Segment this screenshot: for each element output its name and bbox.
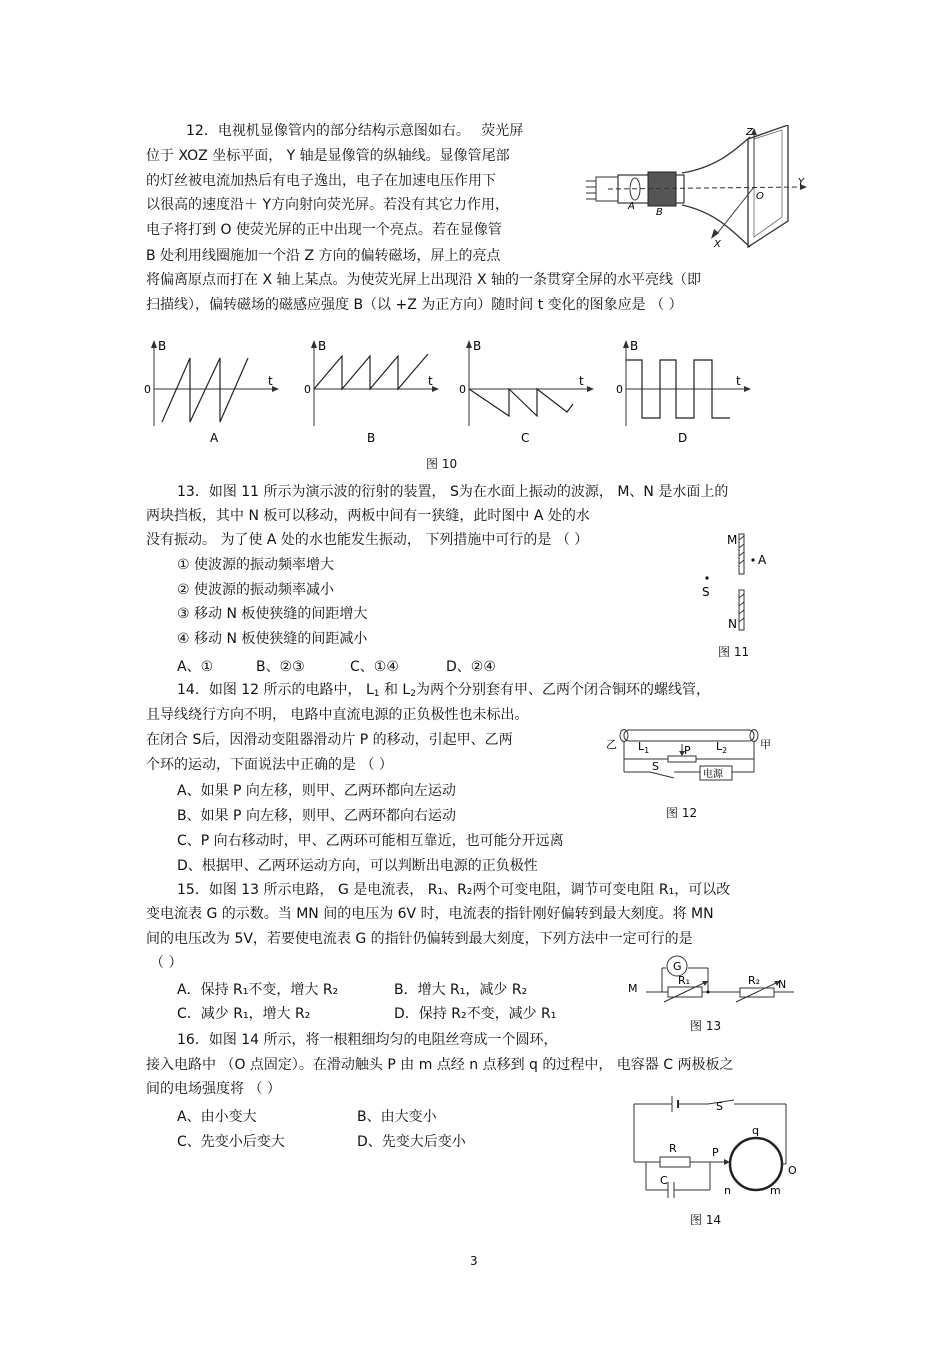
bt-graph-d — [612, 336, 752, 448]
bt-graph-a — [140, 336, 280, 448]
graph-b-origin: 0 — [304, 383, 311, 396]
point-a-label: A — [628, 201, 635, 212]
graph-a-b-label: B — [158, 339, 167, 353]
graph-b-t-label: t — [428, 374, 433, 388]
q13-answer-d: D、②④ — [446, 659, 496, 675]
graph-d-b-label: B — [630, 339, 639, 353]
q12-line-6: B 处利用线圈施加一个沿 Z 方向的偏转磁场，屏上的亮点 — [146, 248, 501, 264]
slider-p-label-q16: P — [712, 1146, 719, 1159]
point-q-label: q — [752, 1124, 759, 1137]
galvanometer-g-label: G — [673, 960, 682, 973]
q12-line-3: 的灯丝被电流加热后有电子逸出，电子在加速电压作用下 — [146, 173, 496, 189]
q15-option-b: B．增大 R₁，减少 R₂ — [394, 982, 528, 998]
z-axis-label: Z — [746, 127, 753, 138]
q15-option-a: A．保持 R₁不变，增大 R₂ — [177, 982, 339, 998]
graph-c-letter: C — [521, 431, 530, 445]
q12-line-1: 12．电视机显像管内的部分结构示意图如右。 荧光屏 — [186, 123, 524, 139]
diffraction-figure — [696, 528, 776, 638]
switch-s-label: S — [652, 760, 659, 773]
q14-l2-sub: 2 — [410, 689, 416, 699]
resistor-r1-label: R₁ — [678, 974, 691, 987]
figure-14-caption: 图 14 — [690, 1213, 722, 1227]
q14-line-3: 在闭合 S后，因滑动变阻器滑动片 P 的移动，引起甲、乙两 — [146, 732, 513, 748]
graph-b-letter: B — [367, 431, 376, 445]
q14-line-1 — [177, 681, 710, 699]
plate-m-label: M — [727, 533, 738, 547]
q13-line-2: 两块挡板，其中 N 板可以移动，两板中间有一狭缝，此时图中 A 处的水 — [146, 508, 590, 524]
q13-line-3: 没有振动。 为了使 A 处的水也能发生振动， 下列措施中可行的是 （ ） — [146, 532, 589, 548]
q13-option-3: ③ 移动 N 板使狭缝的间距增大 — [177, 606, 368, 622]
q14-line-4: 个环的运动，下面说法中正确的是 （ ） — [146, 757, 393, 773]
capacitor-c-label: C — [660, 1174, 668, 1187]
q16-line-3: 间的电场强度将 （ ） — [146, 1081, 281, 1097]
picture-tube-figure — [578, 125, 810, 255]
q15-line-2: 变电流表 G 的示数。当 MN 间的电压为 6V 时，电流表的指针刚好偏转到最大刻度。将 MN — [146, 906, 714, 922]
q15-option-c: C．减少 R₁，增大 R₂ — [177, 1006, 311, 1022]
q13-answer-a: A、① — [177, 659, 214, 675]
point-m-label: m — [770, 1184, 781, 1197]
switch-s-label-q16: S — [716, 1100, 723, 1113]
point-n-label: n — [724, 1184, 731, 1197]
q13-answer-c: C、①④ — [350, 659, 399, 675]
q14-l1-sub: 1 — [373, 689, 380, 699]
ring-yi-label: 乙 — [606, 738, 617, 751]
terminal-n-label: N — [778, 978, 787, 991]
figure-11-caption: 图 11 — [718, 645, 750, 659]
q16-option-d: D、先变大后变小 — [357, 1134, 466, 1150]
bt-graph-b — [300, 336, 440, 448]
graph-b-b-label: B — [318, 339, 327, 353]
graph-d-letter: D — [678, 431, 688, 445]
q14-line-2: 且导线绕行方向不明， 电路中直流电源的正负极性也未标出。 — [146, 707, 529, 723]
ring-circuit-figure — [624, 1094, 802, 1206]
q14-option-b: B、如果 P 向左移，则甲、乙两环都向右运动 — [177, 808, 456, 824]
q15-line-1: 15．如图 13 所示电路， G 是电流表， R₁、R₂两个可变电阻，调节可变电阻 R₁，可以改 — [177, 882, 731, 898]
q16-line-2: 接入电路中 （O 点固定）。在滑动触头 P 由 m 点经 n 点移到 q 的过程中， 电容器 C 两极板之 — [146, 1057, 734, 1073]
x-axis-label: X — [714, 239, 721, 250]
bt-graph-c — [455, 336, 595, 448]
graph-a-letter: A — [210, 431, 219, 445]
solenoid-circuit-figure — [604, 722, 772, 798]
source-s-label: S — [702, 585, 710, 599]
figure-10-caption: 图 10 — [426, 457, 458, 471]
q15-line-3: 间的电压改为 5V，若要使电流表 G 的指针仍偏转到最大刻度，下列方法中一定可行的是 — [146, 931, 693, 947]
q16-option-b: B、由大变小 — [357, 1109, 437, 1125]
point-a-label-q13: A — [758, 553, 767, 567]
q13-line-1: 13．如图 11 所示为演示波的衍射的装置， S为在水面上振动的波源， M、N 是水面上的 — [177, 484, 729, 500]
q14-line-1-b: 为两个分别套有甲、乙两个闭合铜环的螺线管， — [415, 682, 710, 698]
figure-12-caption: 图 12 — [666, 806, 698, 820]
q15-option-d: D．保持 R₂不变，减少 R₁ — [394, 1006, 557, 1022]
q12-line-4: 以很高的速度沿＋ Y方向射向荧光屏。若没有其它力作用， — [146, 197, 510, 213]
graph-c-origin: 0 — [459, 383, 466, 396]
q13-option-1: ① 使波源的振动频率增大 — [177, 557, 335, 573]
graph-a-t-label: t — [268, 374, 273, 388]
q16-line-1: 16．如图 14 所示，将一根粗细均匀的电阻丝弯成一个圆环， — [177, 1032, 558, 1048]
power-source-label: 电源 — [703, 769, 723, 780]
q12-line-5: 电子将打到 O 使荧光屏的正中出现一个亮点。若在显像管 — [146, 222, 502, 238]
solenoid-l1-label: $L_1$ — [638, 740, 650, 755]
graph-d-origin: 0 — [616, 383, 623, 396]
q13-answer-b: B、②③ — [256, 659, 305, 675]
page-number: 3 — [470, 1254, 478, 1268]
resistor-r-label: R — [669, 1142, 677, 1155]
q14-option-d: D、根据甲、乙两环运动方向，可以判断出电源的正负极性 — [177, 858, 538, 874]
graph-a-origin: 0 — [144, 383, 151, 396]
q12-line-2: 位于 XOZ 坐标平面， Y 轴是显像管的纵轴线。显像管尾部 — [146, 148, 510, 164]
y-axis-label: Y — [798, 177, 805, 188]
q16-option-c: C、先变小后变大 — [177, 1134, 285, 1150]
q14-option-c: C、P 向右移动时，甲、乙两环可能相互靠近，也可能分开远离 — [177, 833, 564, 849]
point-b-label: B — [656, 207, 663, 218]
ring-jia-label: 甲 — [760, 738, 771, 751]
q14-option-a: A、如果 P 向左移，则甲、乙两环都向左运动 — [177, 783, 456, 799]
q13-option-2: ② 使波源的振动频率减小 — [177, 582, 335, 598]
q14-line-1-a: 14．如图 12 所示的电路中， L — [177, 682, 374, 698]
terminal-m-label: M — [628, 982, 638, 995]
figure-13-caption: 图 13 — [690, 1019, 722, 1033]
graph-c-t-label: t — [579, 374, 584, 388]
solenoid-l2-label: $L_2$ — [716, 740, 728, 755]
graph-d-t-label: t — [736, 374, 741, 388]
q12-line-7: 将偏离原点而打在 X 轴上某点。为使荧光屏上出现沿 X 轴的一条贯穿全屏的水平亮线（即 — [146, 272, 701, 288]
q16-option-a: A、由小变大 — [177, 1109, 257, 1125]
q12-line-8: 扫描线），偏转磁场的磁感应强度 B（以 +Z 为正方向）随时间 t 变化的图象应是 （ ） — [146, 297, 683, 313]
resistor-r2-label: R₂ — [748, 974, 761, 987]
graph-c-b-label: B — [473, 339, 482, 353]
q13-option-4: ④ 移动 N 板使狭缝的间距减小 — [177, 631, 368, 647]
galvanometer-circuit-figure — [622, 948, 802, 1010]
q14-line-1-and: 和 L — [379, 682, 411, 698]
plate-n-label: N — [728, 617, 737, 631]
origin-label: O — [756, 191, 764, 202]
slider-p-label: P — [684, 744, 691, 757]
q15-line-4: （ ） — [150, 955, 183, 971]
point-o-label: O — [788, 1164, 797, 1177]
